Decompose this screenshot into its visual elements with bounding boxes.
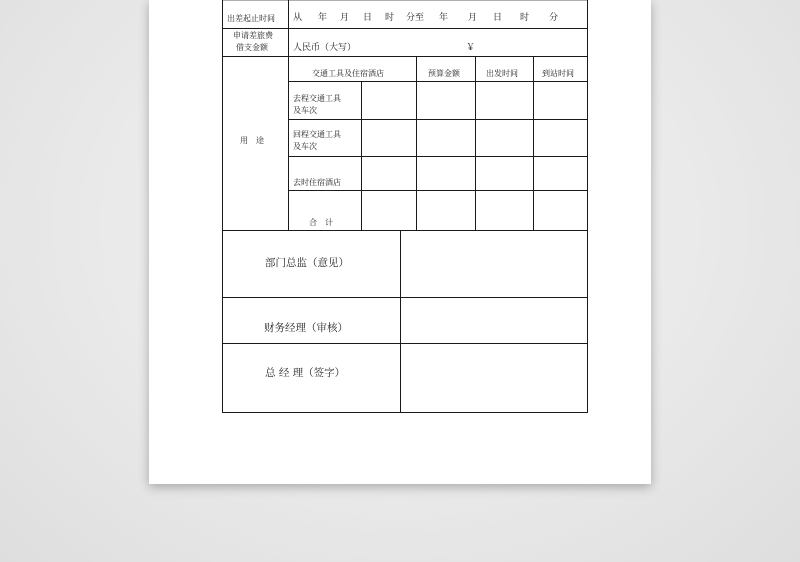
return-transport-line1: 回程交通工具 xyxy=(293,130,341,139)
yen-sign: ￥ xyxy=(466,43,476,53)
finance-manager-review-field[interactable] xyxy=(401,298,587,343)
travel-time-from: 从 xyxy=(293,13,303,23)
form-border-right xyxy=(587,0,588,413)
usage-row-divider xyxy=(288,119,588,120)
travel-time-hour-end: 时 xyxy=(520,13,530,23)
form-border-left xyxy=(222,0,223,413)
travel-time-day-end: 日 xyxy=(493,13,503,23)
department-director-opinion-field[interactable] xyxy=(401,231,587,297)
travel-time-hour-start: 时 xyxy=(385,13,395,23)
return-transport-line2: 及车次 xyxy=(293,142,317,151)
usage-label: 用 途 xyxy=(240,136,264,145)
outbound-hotel-label: 去时住宿酒店 xyxy=(293,178,341,187)
departure-column-divider xyxy=(475,56,476,230)
general-manager-label: 总 经 理（签字） xyxy=(265,367,346,379)
general-manager-signature-field[interactable] xyxy=(401,344,587,412)
total-label: 合 计 xyxy=(309,218,333,227)
finance-manager-label: 财务经理（审核） xyxy=(264,322,348,334)
row-divider-top xyxy=(222,0,588,1)
travel-time-year-start: 年 xyxy=(318,13,328,23)
rmb-uppercase-label: 人民币（大写） xyxy=(293,43,357,53)
usage-header-divider xyxy=(288,81,588,82)
header-budget: 预算金额 xyxy=(428,69,460,78)
usage-row-divider xyxy=(288,156,588,157)
form-border-bottom xyxy=(222,412,588,413)
arrival-column-divider xyxy=(533,56,534,230)
travel-time-label: 出差起止时间 xyxy=(227,14,275,23)
outbound-transport-line1: 去程交通工具 xyxy=(293,94,341,103)
header-transport-hotel: 交通工具及住宿酒店 xyxy=(312,69,384,78)
budget-column-divider xyxy=(416,56,417,230)
header-arrival-time: 到站时间 xyxy=(542,69,574,78)
document-page xyxy=(149,0,651,484)
department-director-label: 部门总监（意见） xyxy=(265,257,349,269)
travel-time-month-end: 月 xyxy=(468,13,478,23)
travel-time-minute-end: 分 xyxy=(549,13,559,23)
header-departure-time: 出发时间 xyxy=(486,69,518,78)
travel-expense-form xyxy=(222,0,588,413)
advance-label-line2: 借支金额 xyxy=(236,43,268,52)
label-column-divider xyxy=(288,0,289,230)
travel-time-month-start: 月 xyxy=(340,13,350,23)
travel-time-day-start: 日 xyxy=(363,13,373,23)
advance-label-line1: 申请差旅费 xyxy=(233,31,273,40)
row-divider xyxy=(222,28,588,29)
outbound-transport-line2: 及车次 xyxy=(293,106,317,115)
travel-time-minute-to: 分至 xyxy=(406,13,425,23)
usage-row-divider xyxy=(288,190,588,191)
travel-time-year-end: 年 xyxy=(439,13,449,23)
